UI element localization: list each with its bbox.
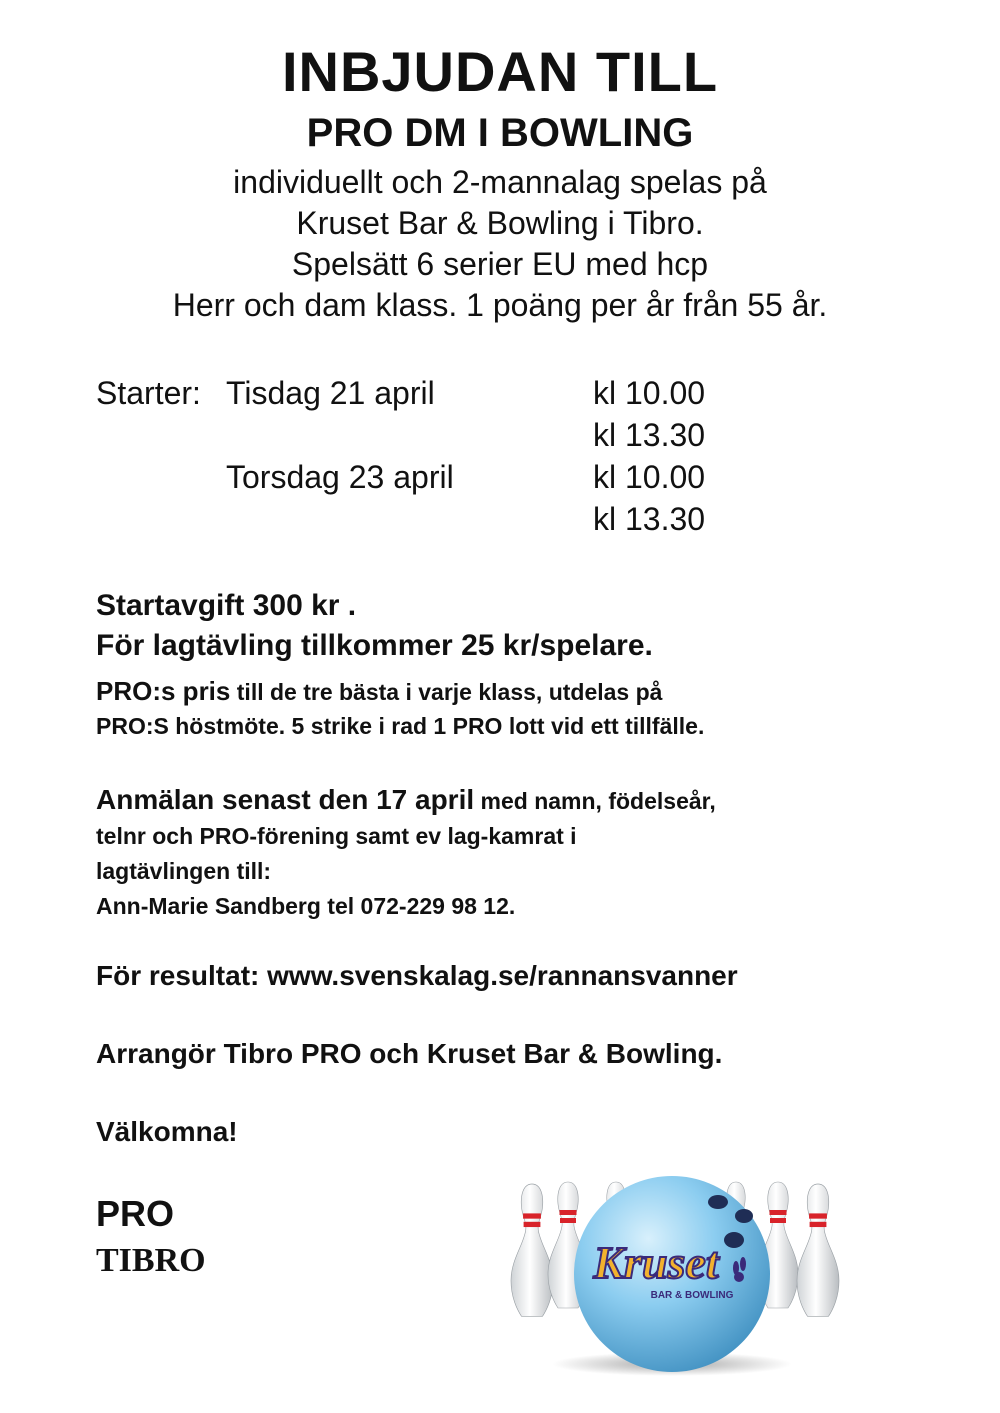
finger-hole-icon <box>708 1195 728 1209</box>
intro-line: Kruset Bar & Bowling i Tibro. <box>296 205 704 241</box>
prize-line: PRO:S höstmöte. 5 strike i rad 1 PRO lott vid ett tillfälle. <box>96 713 705 739</box>
intro-line: Herr och dam klass. 1 poäng per år från 55 år. <box>172 287 828 323</box>
bowling-illustration <box>496 1150 856 1380</box>
team-fee: För lagtävling tillkommer 25 kr/spelare. <box>96 629 653 662</box>
registration-section <box>96 782 716 924</box>
intro-text <box>0 162 1000 326</box>
welcome-text: Välkomna! <box>96 1116 238 1147</box>
logo-name: Kruset <box>593 1237 719 1288</box>
start-schedule <box>96 372 896 540</box>
registration-line: lagtävlingen till: <box>96 858 272 884</box>
entry-fee: Startavgift 300 kr . <box>96 589 357 622</box>
schedule-time: kl 13.30 <box>593 501 706 537</box>
schedule-row <box>96 456 896 498</box>
schedule-row <box>96 498 896 540</box>
schedule-row <box>96 372 896 414</box>
schedule-time: kl 13.30 <box>593 417 706 453</box>
registration-line <box>96 782 716 819</box>
prize-section <box>96 674 704 743</box>
organizer-text: Arrangör Tibro PRO och Kruset Bar & Bowling. <box>96 1038 723 1069</box>
schedule-label: Starter: <box>96 375 201 411</box>
schedule-time: kl 10.00 <box>593 375 706 411</box>
results-link: För resultat: www.svenskalag.se/rannansvanner <box>96 960 738 991</box>
finger-hole-icon <box>735 1209 753 1223</box>
signature-tibro: TIBRO <box>96 1242 206 1279</box>
schedule-day: Torsdag 23 april <box>226 459 454 495</box>
fee-section <box>96 586 653 666</box>
event-title: PRO DM I BOWLING <box>306 111 694 155</box>
prize-line <box>96 674 704 709</box>
registration-contact: Ann-Marie Sandberg tel 072-229 98 12. <box>96 893 516 919</box>
intro-line: individuellt och 2-mannalag spelas på <box>233 164 767 200</box>
schedule-row <box>96 414 896 456</box>
intro-line: Spelsätt 6 serier EU med hcp <box>291 246 709 282</box>
prize-lead: PRO:s pris <box>96 676 231 706</box>
signature-pro: PRO <box>96 1193 175 1234</box>
schedule-time: kl 10.00 <box>593 459 706 495</box>
schedule-day: Tisdag 21 april <box>226 375 435 411</box>
registration-rest: med namn, födelseår, <box>474 788 716 814</box>
prize-rest: till de tre bästa i varje klass, utdelas på <box>230 679 663 705</box>
invitation-title: INBJUDAN TILL <box>281 40 719 103</box>
registration-deadline: Anmälan senast den 17 april <box>96 784 475 815</box>
registration-line: telnr och PRO-förening samt ev lag-kamrat i <box>96 823 577 849</box>
logo-tagline: BAR & BOWLING <box>650 1290 734 1301</box>
thumb-hole-icon <box>724 1232 744 1248</box>
